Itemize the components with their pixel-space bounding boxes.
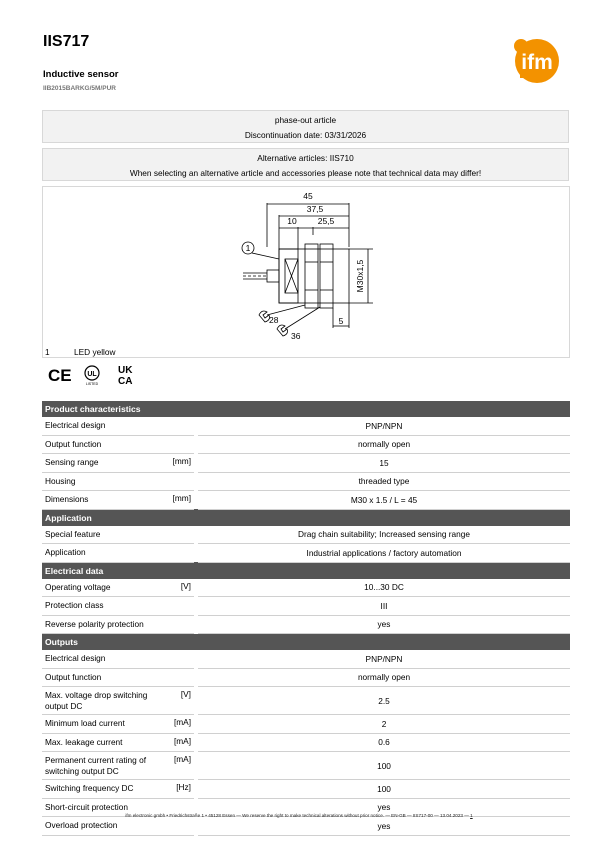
alternative-warning: When selecting an alternative article and accessories please note that technical data may differ! bbox=[129, 168, 482, 178]
discontinuation-date: Discontinuation date: 03/31/2026 bbox=[244, 130, 367, 140]
table-row: Permanent current rating of switching output DC [mA] 100 bbox=[42, 752, 570, 780]
drawing-legend bbox=[45, 347, 116, 357]
table-row: Output function normally open bbox=[42, 668, 570, 687]
dimension-drawing bbox=[42, 186, 570, 358]
table-row: Minimum load current [mA] 2 bbox=[42, 715, 570, 734]
phase-out-label: phase-out article bbox=[274, 115, 337, 125]
svg-text:CA: CA bbox=[118, 376, 133, 386]
sensor-drawing-svg bbox=[43, 187, 571, 359]
dim-37-5-label: 37,5 bbox=[306, 204, 324, 214]
ce-mark: CE bbox=[48, 366, 72, 385]
footer-text: ifm electronic gmbh • Friedrichstraße 1 • 45128 Essen — We reserve the right to make technical alterations without prior notice. — EN-GB — IIS717-00 — 13.04.2023 — bbox=[125, 813, 469, 818]
table-row: Operating voltage [V] 10...30 DC bbox=[42, 579, 570, 597]
specifications-table bbox=[42, 401, 570, 836]
svg-text:LISTED: LISTED bbox=[85, 382, 99, 386]
section-header-electrical-data: Electrical data bbox=[42, 562, 570, 579]
product-code: IIB2015BARKG/5M/PUR bbox=[43, 85, 116, 92]
table-row: Overload protection yes bbox=[42, 817, 570, 836]
table-row: Housing threaded type bbox=[42, 472, 570, 491]
table-row: Application Industrial applications / factory automation bbox=[42, 544, 570, 563]
wrench-36-label: 36 bbox=[291, 331, 301, 341]
ukca-mark bbox=[118, 365, 133, 386]
alternative-notice bbox=[42, 148, 569, 181]
legend-label: LED yellow bbox=[74, 347, 116, 357]
callout-1-label: 1 bbox=[245, 243, 251, 253]
certification-marks bbox=[48, 364, 148, 386]
culus-mark bbox=[85, 366, 99, 386]
svg-text:UL: UL bbox=[87, 371, 97, 378]
section-header-application: Application bbox=[42, 509, 570, 526]
dim-25-5-label: 25,5 bbox=[317, 216, 335, 226]
page-number-link[interactable]: 1 bbox=[470, 813, 473, 818]
product-subtitle: Inductive sensor bbox=[43, 69, 119, 80]
table-row: Electrical design PNP/NPN bbox=[42, 650, 570, 668]
dim-thread-label: M30x1,5 bbox=[355, 259, 365, 293]
table-row: Reverse polarity protection yes bbox=[42, 615, 570, 634]
legend-number: 1 bbox=[45, 347, 50, 357]
product-title: IIS717 bbox=[43, 33, 90, 50]
table-row: Electrical design PNP/NPN bbox=[42, 417, 570, 435]
ifm-logo bbox=[507, 33, 567, 85]
table-row: Max. voltage drop switching output DC [V] 2.5 bbox=[42, 687, 570, 715]
dim-10-label: 10 bbox=[287, 216, 297, 226]
table-row: Output function normally open bbox=[42, 435, 570, 454]
table-row: Sensing range [mm] 15 bbox=[42, 454, 570, 473]
table-row: Switching frequency DC [Hz] 100 bbox=[42, 780, 570, 799]
table-row: Protection class III bbox=[42, 597, 570, 616]
page-footer bbox=[0, 813, 598, 818]
dim-45-label: 45 bbox=[303, 191, 313, 201]
table-row: Dimensions [mm] M30 x 1.5 / L = 45 bbox=[42, 491, 570, 510]
dim-5-label: 5 bbox=[338, 316, 344, 326]
table-row: Short-circuit protection yes bbox=[42, 798, 570, 817]
svg-text:UK: UK bbox=[118, 365, 133, 376]
table-row: Max. leakage current [mA] 0.6 bbox=[42, 733, 570, 752]
wrench-28-label: 28 bbox=[269, 315, 279, 325]
alternative-articles: Alternative articles: IIS710 bbox=[257, 153, 354, 163]
section-header-product-characteristics: Product characteristics bbox=[42, 401, 570, 417]
logo-text: ifm bbox=[521, 51, 553, 74]
table-row: Special feature Drag chain suitability; Increased sensing range bbox=[42, 526, 570, 544]
phase-out-notice bbox=[42, 110, 569, 143]
section-header-outputs: Outputs bbox=[42, 634, 570, 651]
